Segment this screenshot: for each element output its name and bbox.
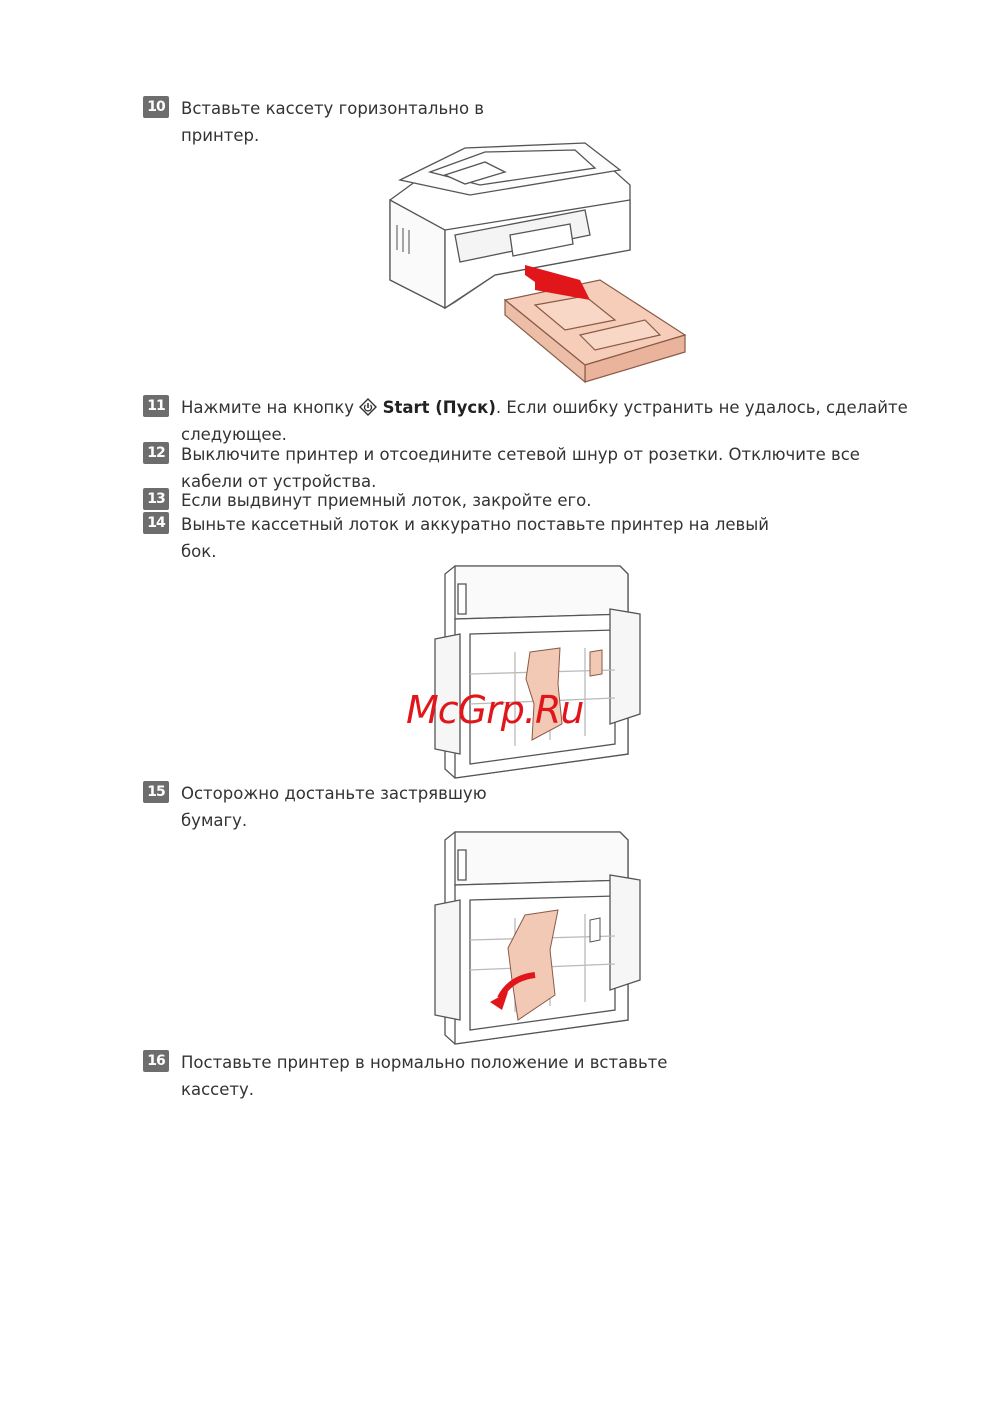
step-number-badge: 11 [143, 395, 169, 417]
step-text: Выключите принтер и отсоедините сетевой шнур от розетки. Отключите все кабели от устройства. [181, 445, 860, 491]
step-text: Нажмите на кнопку Start (Пуск). Если ошибку устранить не удалось, сделайте следующее. [181, 398, 908, 444]
step-text: Поставьте принтер в нормально положение и вставьте кассету. [181, 1053, 668, 1099]
step-number-badge: 16 [143, 1050, 169, 1072]
watermark: McGrp.Ru [406, 688, 584, 732]
step-number-badge: 13 [143, 488, 169, 510]
printer-side-jam-illustration [430, 564, 645, 782]
step-text: Осторожно достаньте застрявшую бумагу. [181, 784, 487, 830]
step-number-badge: 15 [143, 781, 169, 803]
printer-cassette-illustration [385, 140, 690, 392]
start-button-icon [359, 398, 377, 416]
step-number-badge: 14 [143, 512, 169, 534]
step-text: Вставьте кассету горизонтально в принтер. [181, 99, 485, 145]
step-number-badge: 12 [143, 442, 169, 464]
step-number-badge: 10 [143, 96, 169, 118]
remove-jammed-paper-illustration [430, 830, 645, 1048]
step-text: Если выдвинут приемный лоток, закройте его. [181, 491, 592, 510]
step-text: Выньте кассетный лоток и аккуратно поставьте принтер на левый бок. [181, 515, 769, 561]
